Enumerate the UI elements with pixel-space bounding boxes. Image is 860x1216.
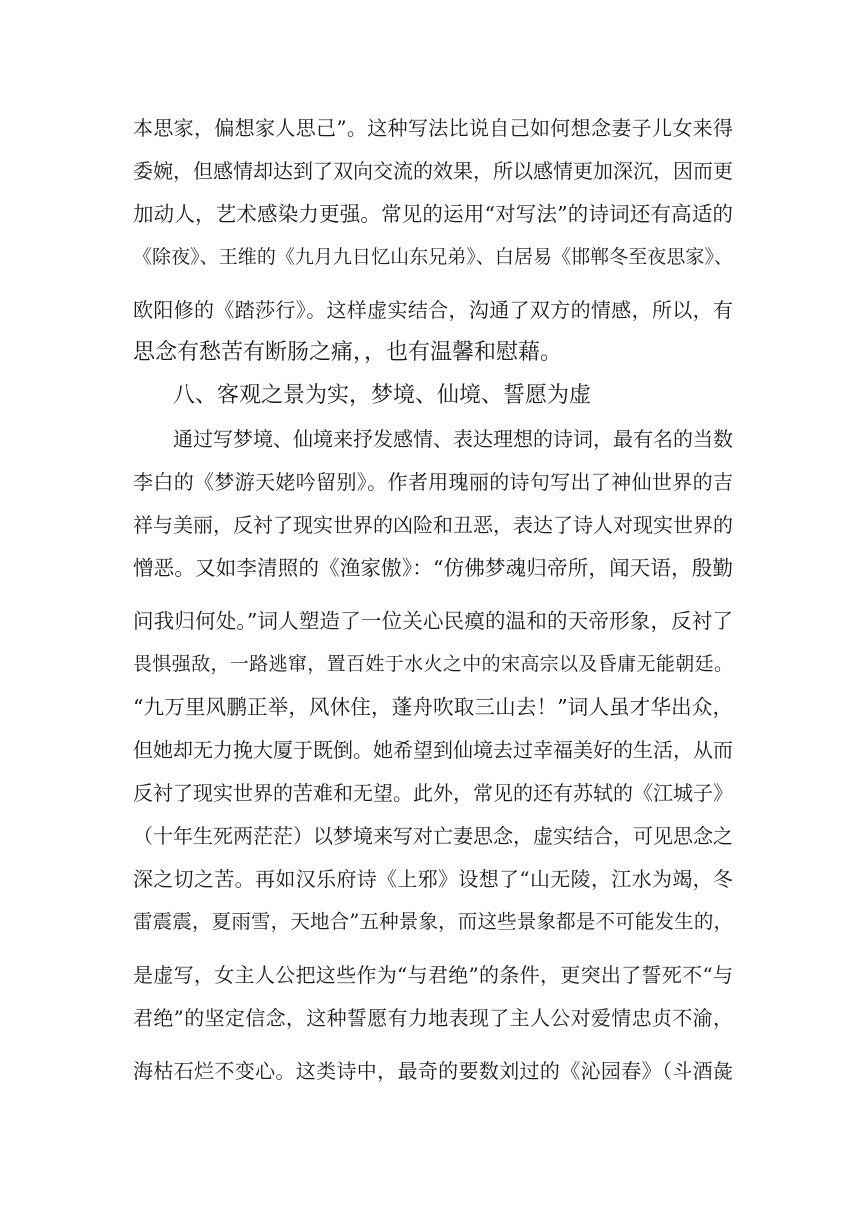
paragraph-line: 雷震震，夏雨雪，天地合”五种景象，而这些景象都是不可能发生的， [133,910,733,933]
paragraph-line: 思念有愁苦有断肠之痛，，也有温馨和慰藉。 [133,340,563,365]
paragraph-line: “九万里风鹏正举，风休住，蓬舟吹取三山去！”词人虽才华出众， [133,695,733,719]
paragraph-line: 君绝”的坚定信念，这种誓愿有力地表现了主人公对爱情忠贞不渝， [133,1006,733,1030]
paragraph-line: 反衬了现实世界的苦难和无望。此外，常见的还有苏轼的《江城子》 [133,781,733,805]
paragraph-line: 问我归何处。”词人塑造了一位关心民瘼的温和的天帝形象，反衬了 [133,609,733,633]
paragraph-line: 畏惧强敌，一路逃窜，置百姓于水火之中的宋高宗以及昏庸无能朝廷。 [133,653,733,675]
paragraph-line: （十年生死两茫茫）以梦境来写对亡妻思念，虚实结合，可见思念之 [133,824,733,848]
paragraph-line: 憎恶。又如李清照的《渔家傲》：“仿佛梦魂归帝所，闻天语，殷勤 [133,556,733,580]
paragraph-line: 委婉，但感情却达到了双向交流的效果，所以感情更加深沉，因而更 [133,159,733,183]
paragraph-line: 是虚写，女主人公把这些作为“与君绝”的条件，更突出了誓死不“与 [133,963,733,987]
paragraph-line: 本思家，偏想家人思己”。这种写法比说自己如何想念妻子儿女来得 [133,116,733,140]
paragraph-line: 加动人，艺术感染力更强。常见的运用“对写法”的诗词还有高适的 [133,202,733,226]
paragraph-line: 欧阳修的《踏莎行》。这样虚实结合，沟通了双方的情感，所以，有 [133,298,733,322]
paragraph-line: 李白的《梦游天姥吟留别》。作者用瑰丽的诗句写出了神仙世界的吉 [133,470,733,494]
paragraph-line: 《除夜》、王维的《九月九日忆山东兄弟》、白居易《邯郸冬至夜思家》、 [133,246,733,268]
paragraph-line: 海枯石烂不变心。这类诗中，最奇的要数刘过的《沁园春》（斗酒彘 [133,1059,733,1083]
paragraph-line: 通过写梦境、仙境来抒发感情、表达理想的诗词，最有名的当数 [173,427,733,451]
paragraph-line: 但她却无力挽大厦于既倒。她希望到仙境去过幸福美好的生活，从而 [133,738,733,762]
section-heading: 八、客观之景为实，梦境、仙境、誓愿为虚 [173,383,592,408]
paragraph-line: 深之切之苦。再如汉乐府诗《上邪》设想了“山无陵，江水为竭，冬 [133,867,733,891]
paragraph-line: 祥与美丽，反衬了现实世界的凶险和丑恶，表达了诗人对现实世界的 [133,513,733,537]
